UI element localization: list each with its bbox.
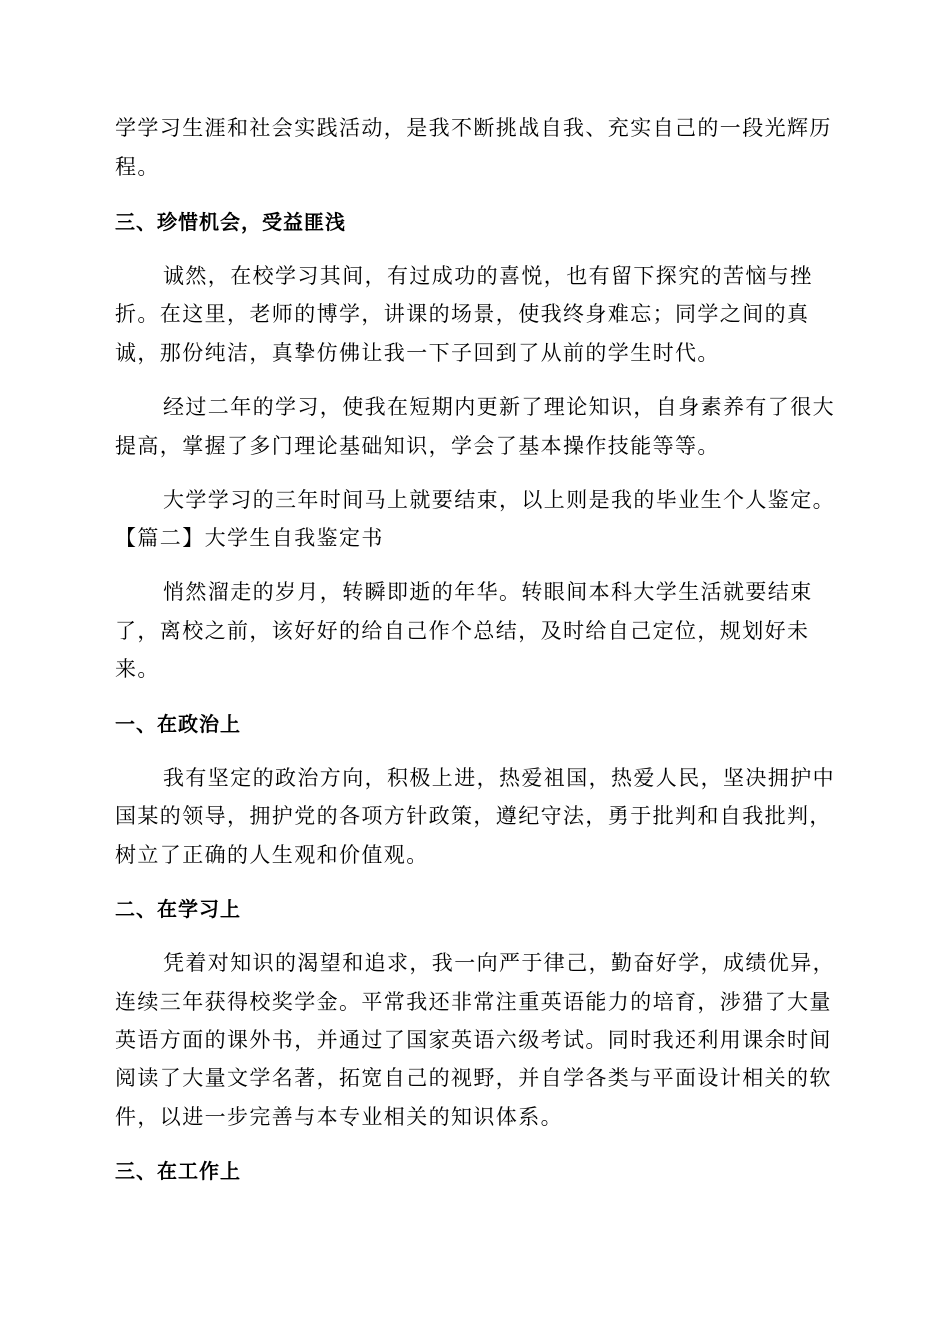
section-heading: 三、珍惜机会，受益匪浅 xyxy=(115,210,346,234)
body-text-line: 树立了正确的人生观和价值观。 xyxy=(115,843,429,867)
section-heading: 三、在工作上 xyxy=(115,1159,241,1183)
body-text-line: 经过二年的学习，使我在短期内更新了理论知识，自身素养有了很大 xyxy=(163,395,835,419)
body-text-line: 英语方面的课外书，并通过了国家英语六级考试。同时我还利用课余时间 xyxy=(115,1028,832,1052)
body-text-line: 提高，掌握了多门理论基础知识，学会了基本操作技能等等。 xyxy=(115,434,720,458)
section-heading: 二、在学习上 xyxy=(115,897,241,921)
body-text-line: 诚，那份纯洁，真挚仿佛让我一下子回到了从前的学生时代。 xyxy=(115,341,720,365)
body-text-line: 了，离校之前，该好好的给自己作个总结，及时给自己定位，规划好未 xyxy=(115,619,810,643)
part-title: 【篇二】大学生自我鉴定书 xyxy=(115,526,384,550)
body-text-line: 件，以进一步完善与本专业相关的知识体系。 xyxy=(115,1105,563,1129)
body-text-line: 国某的领导，拥护党的各项方针政策，遵纪守法，勇于批判和自我批判， xyxy=(115,804,832,828)
body-text-line: 连续三年获得校奖学金。平常我还非常注重英语能力的培育，涉猎了大量 xyxy=(115,990,832,1014)
body-text-line: 诚然，在校学习其间，有过成功的喜悦，也有留下探究的苦恼与挫 xyxy=(163,264,813,288)
body-text-line: 折。在这里，老师的博学，讲课的场景，使我终身难忘；同学之间的真 xyxy=(115,302,810,326)
body-text-line: 悄然溜走的岁月，转瞬即逝的年华。转眼间本科大学生活就要结束 xyxy=(163,580,813,604)
section-heading: 一、在政治上 xyxy=(115,712,241,736)
body-text-line: 凭着对知识的渴望和追求，我一向严于律己，勤奋好学，成绩优异， xyxy=(163,951,835,975)
body-text-line: 我有坚定的政治方向，积极上进，热爱祖国，热爱人民，坚决拥护中 xyxy=(163,766,835,790)
body-text-line: 大学学习的三年时间马上就要结束，以上则是我的毕业生个人鉴定。 xyxy=(163,488,835,512)
body-text-line: 程。 xyxy=(115,155,160,179)
body-text-line: 来。 xyxy=(115,657,160,681)
body-text-line: 阅读了大量文学名著，拓宽自己的视野，并自学各类与平面设计相关的软 xyxy=(115,1066,832,1090)
body-text-line: 学学习生涯和社会实践活动，是我不断挑战自我、充实自己的一段光辉历 xyxy=(115,116,832,140)
